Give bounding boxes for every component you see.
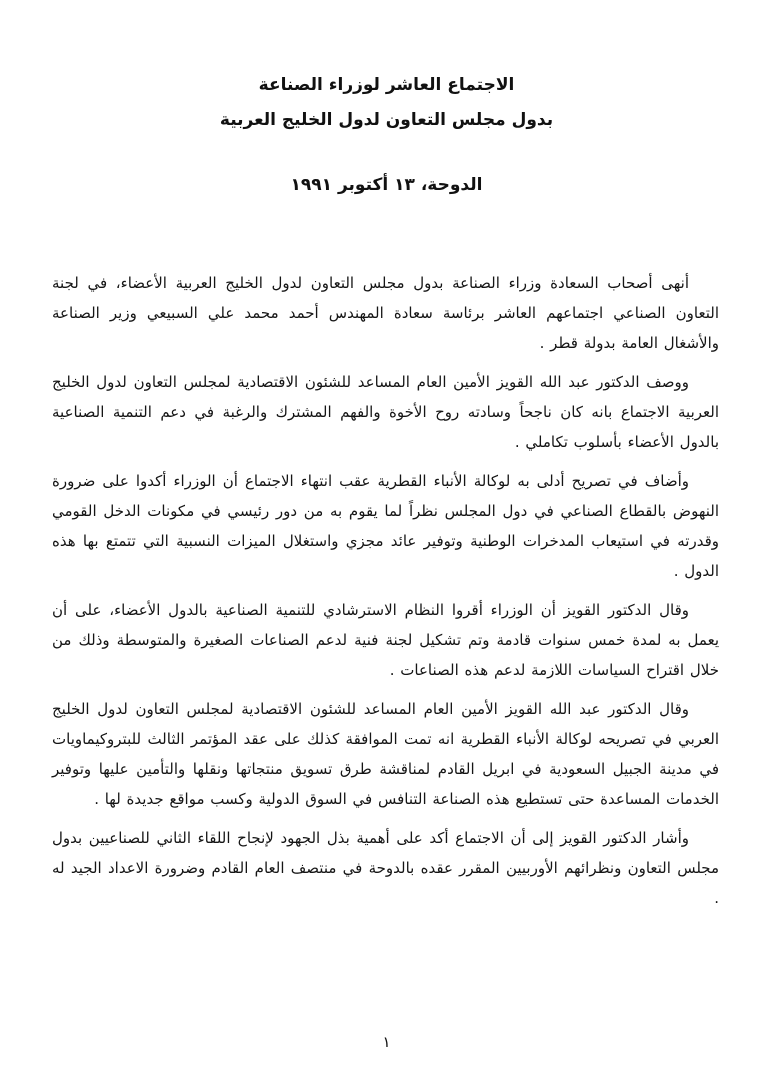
- document-header: [0, 0, 773, 196]
- paragraph-6: وأشار الدكتور القويز إلى أن الاجتماع أكد على أهمية بذل الجهود لإنجاح اللقاء الثاني للصناعيين بدول مجلس التعاون ونظرائهم الأوربيين المقرر عقده بالدوحة في منتصف العام القادم وضرورة الاعداد الجيد له .: [52, 829, 719, 907]
- page-number: ١: [382, 1033, 391, 1051]
- document-body: [52, 268, 719, 913]
- paragraph-3: وأضاف في تصريح أدلى به لوكالة الأنباء القطرية عقب انتهاء الاجتماع أن الوزراء أكدوا على ضرورة النهوض بالقطاع الصناعي في دول المجلس نظراً لما يقوم به من دور رئيسي في مكونات الدخل القومي وقدرته في استيعاب المدخرات الوطنية وتوفير عائد مجزي واستغلال الميزات النسبية التي تتمتع بها هذه الدول .: [52, 472, 719, 580]
- document-title-line-2: بدول مجلس التعاون لدول الخليج العربية: [219, 110, 554, 130]
- document-title-line-1: الاجتماع العاشر لوزراء الصناعة: [258, 75, 515, 95]
- paragraph-1: أنهى أصحاب السعادة وزراء الصناعة بدول مجلس التعاون لدول الخليج العربية الأعضاء، في لجنة التعاون الصناعي اجتماعهم العاشر برئاسة سعادة المهندس أحمد محمد علي السبيعي وزير الصناعة والأشغال العامة بدولة قطر .: [52, 274, 719, 352]
- paragraph-2: ووصف الدكتور عبد الله القويز الأمين العام المساعد للشئون الاقتصادية لمجلس التعاون لدول الخليج العربية الاجتماع بانه كان ناجحاً وسادته روح الأخوة والفهم المشترك والرغبة في دعم التنمية الصناعية بالدول الأعضاء بأسلوب تكاملي .: [52, 373, 719, 451]
- document-dateline: الدوحة، ١٣ أكتوبر ١٩٩١: [290, 175, 483, 195]
- paragraph-5: وقال الدكتور عبد الله القويز الأمين العام المساعد للشئون الاقتصادية لمجلس التعاون لدول الخليج العربي في تصريحه لوكالة الأنباء القطرية انه تمت الموافقة كذلك على عقد المؤتمر الثالث للبتروكيماويات في مدينة الجبيل السعودية في ابريل القادم لمناقشة طرق تسويق منتجاتها ونقلها والتأمين عليها وتوفير الخدمات المساعدة حتى تستطيع هذه الصناعة التنافس في السوق الدولية وكسب مواقع جديدة لها .: [52, 700, 719, 808]
- paragraph-4: وقال الدكتور القويز أن الوزراء أقروا النظام الاسترشادي للتنمية الصناعية بالدول الأعضاء، على أن يعمل به لمدة خمس سنوات قادمة وتم تشكيل لجنة فنية لدعم الصناعات الصغيرة والمتوسطة وذلك من خلال اقتراح السياسات اللازمة لدعم هذه الصناعات .: [52, 601, 719, 679]
